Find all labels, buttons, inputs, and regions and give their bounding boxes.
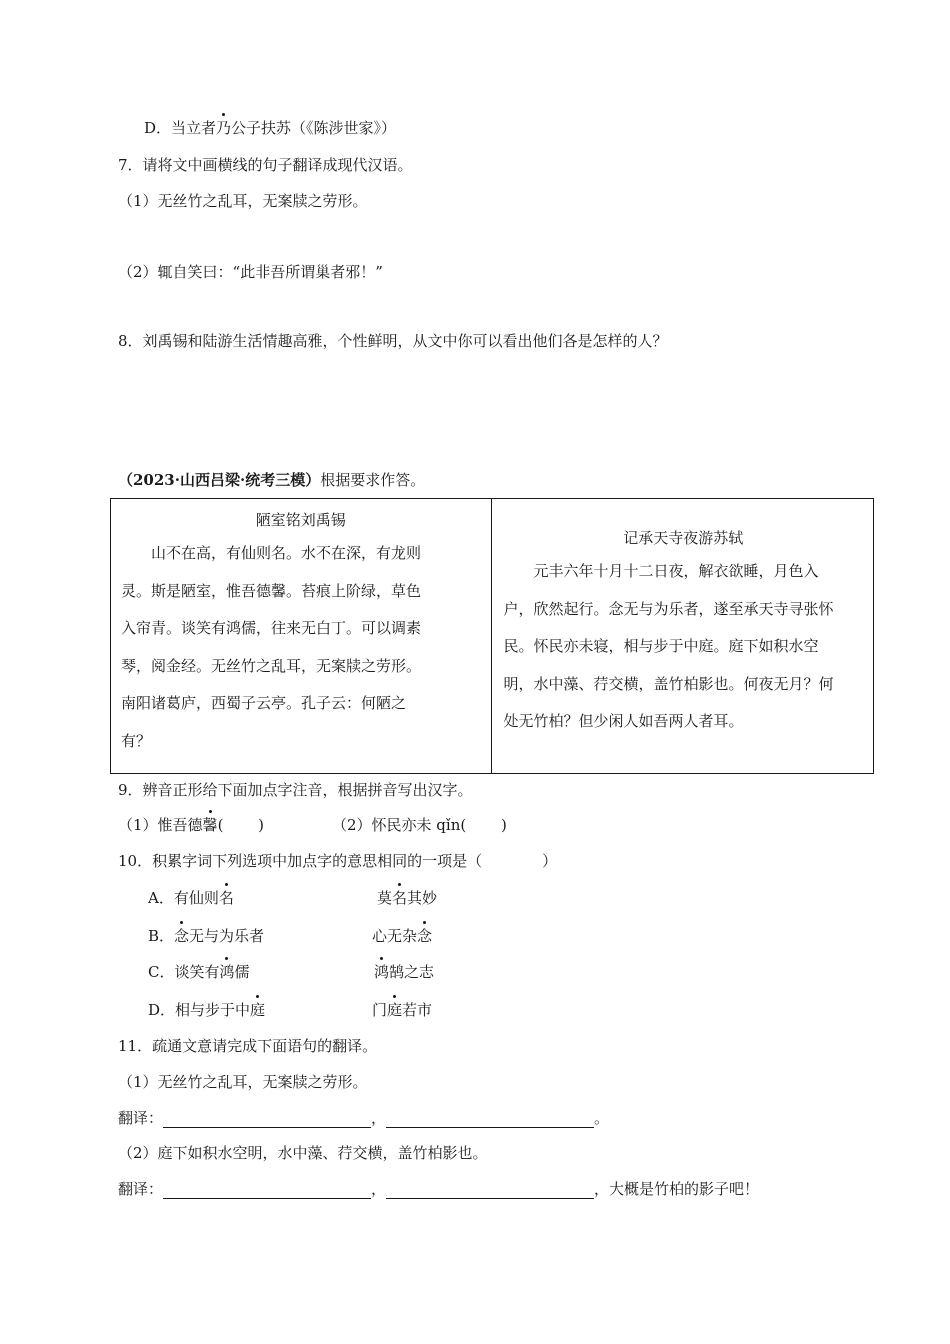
poem-left-cell bbox=[111, 499, 492, 774]
section-instruction: 根据要求作答。 bbox=[320, 471, 426, 489]
q7-sentence-2: （2）辄自笑曰：“此非吾所谓巢者邪！” bbox=[118, 263, 383, 281]
poem-line: 有？ bbox=[121, 731, 152, 750]
dotted-char: 鸿 bbox=[374, 963, 390, 981]
dotted-char: 庭 bbox=[387, 1001, 403, 1019]
q11-translation-2: 翻译： ， ，大概是竹柏的影子吧！ bbox=[118, 1180, 760, 1198]
dotted-char: 念 bbox=[174, 927, 190, 945]
poem-line: 户，欣然起行。念无与为乐者，遂至承天寺寻张怀 bbox=[503, 599, 834, 618]
q9-title: 9．辨音正形给下面加点字注音，根据拼音写出汉字。 bbox=[118, 781, 473, 799]
poem-left-body bbox=[121, 535, 481, 760]
q7-sentence-1: （1）无丝竹之乱耳，无案牍之劳形。 bbox=[118, 192, 368, 210]
poem-line: 明，水中藻、荇交横，盖竹柏影也。何夜无月？何 bbox=[503, 674, 834, 693]
dotted-char: 名 bbox=[218, 889, 234, 907]
answer-blank[interactable] bbox=[386, 1182, 594, 1199]
poem-line: 南阳诸葛庐，西蜀子云亭。孔子云：何陋之 bbox=[121, 694, 407, 712]
poem-line: 灵。斯是陋室，惟吾德馨。苔痕上阶绿，草色 bbox=[121, 581, 422, 600]
dotted-char: 乃 bbox=[216, 119, 232, 137]
section-heading bbox=[118, 470, 425, 490]
q10-option-c-right: 鸿鹄之志 bbox=[374, 963, 435, 981]
poems-table bbox=[110, 498, 874, 774]
poem-right-body bbox=[504, 553, 863, 741]
q10-option-b-right: 心无杂念 bbox=[372, 927, 433, 945]
poem-line: 山不在高，有仙则名。水不在深，有龙则 bbox=[151, 544, 422, 562]
dotted-char: 名 bbox=[392, 889, 408, 907]
q10-option-d-left: D．相与步于中庭 bbox=[148, 1001, 266, 1019]
q10-option-a-left: A．有仙则名 bbox=[148, 889, 234, 907]
q9-part-2: （2）怀民亦未 qǐn( ) bbox=[332, 816, 507, 834]
q9-part-1: （1）惟吾德馨( ) bbox=[118, 816, 265, 834]
q11-title: 11．疏通文意请完成下面语句的翻译。 bbox=[118, 1037, 378, 1055]
answer-blank[interactable] bbox=[163, 1182, 371, 1199]
dotted-char: 念 bbox=[417, 927, 433, 945]
poem-right-cell bbox=[491, 499, 873, 774]
dotted-char: 馨 bbox=[202, 816, 218, 834]
q6-option-d: D．当立者乃公子扶苏（《陈涉世家》） bbox=[144, 119, 397, 137]
dotted-char: 鸿 bbox=[219, 963, 235, 981]
answer-blank[interactable] bbox=[163, 1111, 371, 1128]
poem-line: 处无竹柏？但少闲人如吾两人者耳。 bbox=[503, 712, 744, 730]
poem-left-title: 陋室铭刘禹锡 bbox=[255, 511, 346, 529]
answer-blank[interactable] bbox=[386, 1111, 594, 1128]
q10-option-a-right: 莫名其妙 bbox=[377, 889, 438, 907]
q8-title: 8．刘禹锡和陆游生活情趣高雅，个性鲜明，从文中你可以看出他们各是怎样的人？ bbox=[118, 332, 668, 350]
q10-option-d-right: 门庭若市 bbox=[372, 1001, 433, 1019]
poem-line: 琴，阅金经。无丝竹之乱耳，无案牍之劳形。 bbox=[121, 656, 422, 675]
q11-translation-1: 翻译： ， 。 bbox=[118, 1109, 610, 1127]
section-source: （2023·山西吕梁·统考三模） bbox=[118, 471, 321, 489]
q10-option-b-left: B．念无与为乐者 bbox=[148, 927, 265, 945]
dotted-char: 庭 bbox=[250, 1001, 266, 1019]
poem-line: 元丰六年十月十二日夜，解衣欲睡，月色入 bbox=[533, 562, 819, 580]
q7-title: 7．请将文中画横线的句子翻译成现代汉语。 bbox=[118, 156, 413, 174]
q11-sentence-2: （2）庭下如积水空明，水中藻、荇交横，盖竹柏影也。 bbox=[118, 1144, 488, 1162]
poem-line: 入帘青。谈笑有鸿儒，往来无白丁。可以调素 bbox=[121, 619, 422, 637]
q11-sentence-1: （1）无丝竹之乱耳，无案牍之劳形。 bbox=[118, 1073, 368, 1091]
q10-option-c-left: C．谈笑有鸿儒 bbox=[148, 963, 250, 981]
q10-title: 10．积累字词下列选项中加点字的意思相同的一项是（ ） bbox=[118, 852, 558, 870]
poem-right-title: 记承天寺夜游苏轼 bbox=[623, 529, 744, 547]
poem-line: 民。怀民亦未寝，相与步于中庭。庭下如积水空 bbox=[503, 637, 819, 655]
